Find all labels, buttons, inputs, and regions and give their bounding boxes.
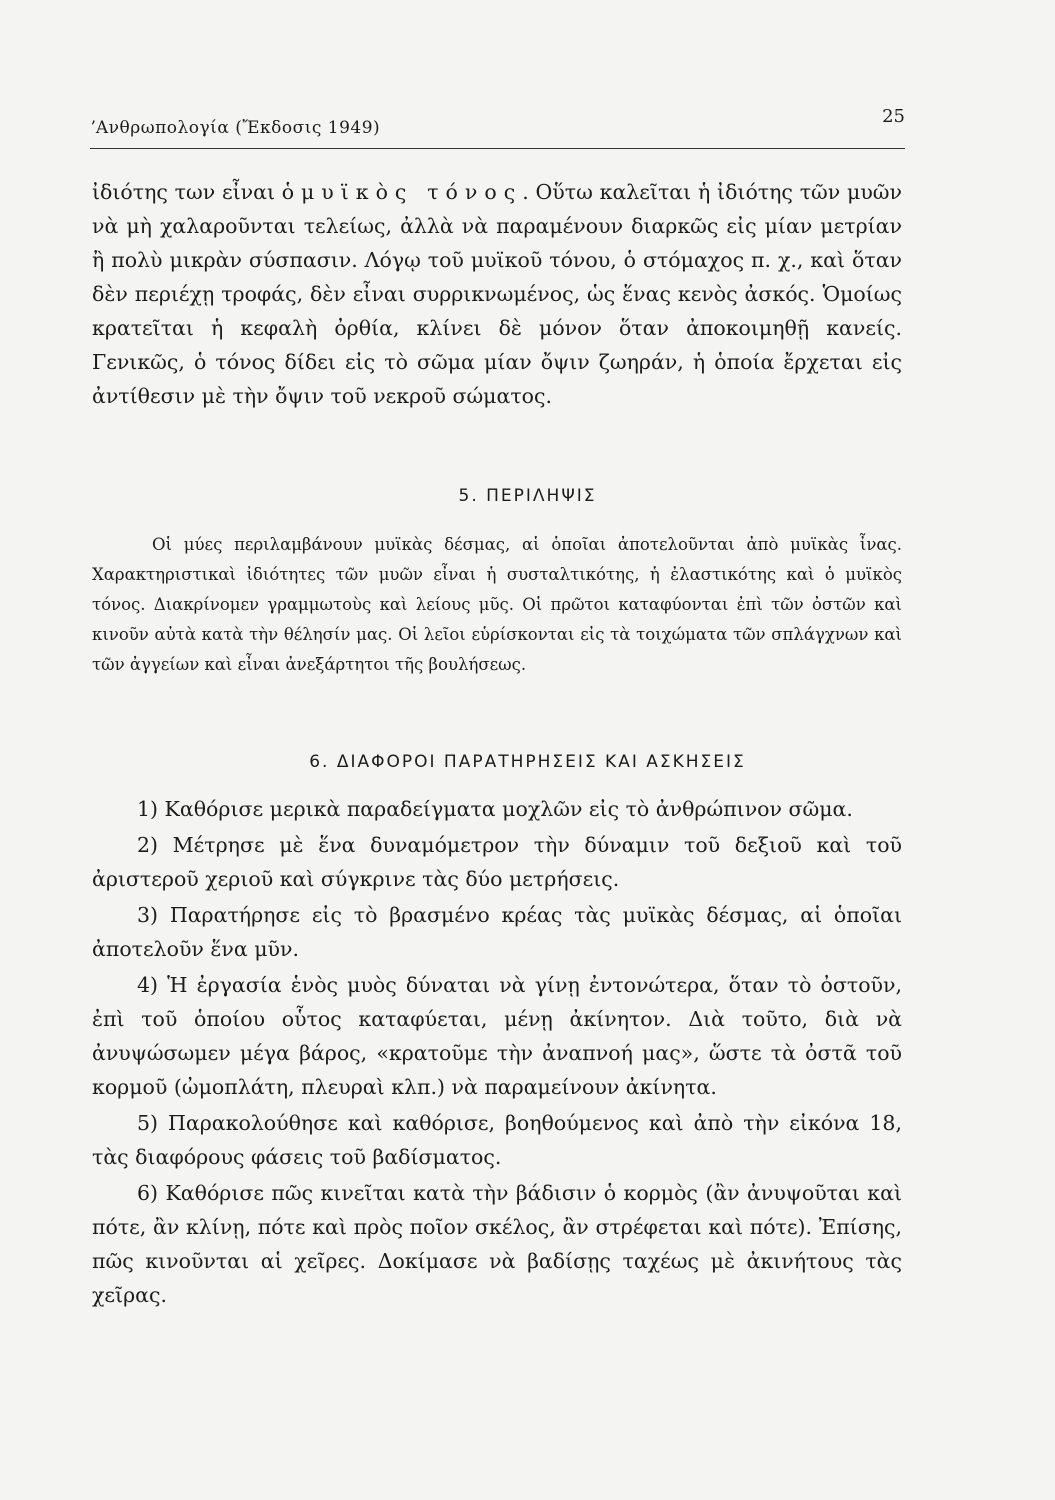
exercise-item: 2) Μέτρησε μὲ ἕνα δυναμόμετρον τὴν δύναμιν τοῦ δεξιοῦ καὶ τοῦ ἀριστεροῦ χεριοῦ καὶ σύγκρινε τὰς δύο μετρήσεις. (92, 833, 902, 891)
page-number: 25 (882, 106, 905, 127)
exercise-item: 5) Παρακολούθησε καὶ καθόρισε, βοηθούμενος καὶ ἀπὸ τὴν εἰκόνα 18, τὰς διαφόρους φάσεις τοῦ βαδίσματος. (92, 1111, 902, 1169)
summary-paragraph (92, 530, 902, 680)
section-5-heading: 5. ΠΕΡΙΛΗΨΙΣ (458, 486, 597, 506)
exercise-item: 4) Ἡ ἐργασία ἑνὸς μυὸς δύναται νὰ γίνῃ ἐντονώτερα, ὅταν τὸ ὀστοῦν, ἐπὶ τοῦ ὁποίου οὗτος καταφύεται, μένῃ ἀκίνητον. Διὰ τοῦτο, διὰ νὰ ἀνυψώσωμεν μέγα βάρος, «κρατοῦμε τὴν ἀναπνοή μας», ὥστε τὰ ὀστᾶ τοῦ κορμοῦ (ὠμοπλάτη, πλευραὶ κλπ.) νὰ παραμείνουν ἀκίνητα. (92, 973, 902, 1099)
intro-paragraph (92, 175, 902, 413)
exercise-item: 1) Καθόρισε μερικὰ παραδείγματα μοχλῶν εἰς τὸ ἀνθρώπινον σῶμα. (137, 797, 853, 821)
exercise-item: 6) Καθόρισε πῶς κινεῖται κατὰ τὴν βάδισιν ὁ κορμὸς (ἂν ἀνυψοῦται καὶ πότε, ἂν κλίνῃ, πότε καὶ πρὸς ποῖον σκέλος, ἂν στρέφεται καὶ πότε). Ἐπίσης, πῶς κινοῦνται αἱ χεῖρες. Δοκίμασε νὰ βαδίσῃς ταχέως μὲ ἀκινήτους τὰς χεῖρας. (92, 1181, 902, 1307)
exercise-item: 3) Παρατήρησε εἰς τὸ βρασμένο κρέας τὰς μυϊκὰς δέσμας, αἱ ὁποῖαι ἀποτελοῦν ἕνα μῦν. (92, 903, 902, 961)
header-rule (90, 148, 905, 149)
intro-text-after: . Οὕτω καλεῖται ἡ ἰδιότης τῶν μυῶν νὰ μὴ χαλαροῦνται τελείως, ἀλλὰ νὰ παραμένουν διαρκῶς εἰς μίαν μετρίαν ἢ πολὺ μικρὰν σύσπασιν. Λόγῳ τοῦ μυϊκοῦ τόνου, ὁ στόμαχος π. χ., καὶ ὅταν δὲν περιέχῃ τροφάς, δὲν εἶναι συρρικνωμένος, ὡς ἕνας κενὸς ἀσκός. Ὁμοίως κρατεῖται ἡ κεφαλὴ ὀρθία, κλίνει δὲ μόνον ὅταν ἀποκοιμηθῇ κανείς. Γενικῶς, ὁ τόνος δίδει εἰς τὸ σῶμα μίαν ὄψιν ζωηράν, ἡ ὁποία ἔρχεται εἰς ἀντίθεσιν μὲ τὴν ὄψιν τοῦ νεκροῦ σώματος. (92, 180, 902, 408)
summary-text: Οἱ μύες περιλαμβάνουν μυϊκὰς δέσμας, αἱ ὁποῖαι ἀποτελοῦνται ἀπὸ μυϊκὰς ἶνας. Χαρακτηριστικαὶ ἰδιότητες τῶν μυῶν εἶναι ἡ συσταλτικότης, ἡ ἐλαστικότης καὶ ὁ μυϊκὸς τόνος. Διακρίνομεν γραμμωτοὺς καὶ λείους μῦς. Οἱ πρῶτοι καταφύονται ἐπὶ τῶν ὀστῶν καὶ κινοῦν αὐτὰ κατὰ τὴν θέλησίν μας. Οἱ λεῖοι εὑρίσκονται εἰς τὰ τοιχώματα τῶν σπλάγχνων καὶ τῶν ἀγγείων καὶ εἶναι ἀνεξάρτητοι τῆς βουλήσεως. (92, 535, 902, 674)
exercise-list (92, 792, 902, 1314)
intro-text-before: ἰδιότης των εἶναι ὁ (92, 180, 295, 204)
spaced-term: μυϊκὸς τόνος (300, 180, 523, 204)
section-6-heading: 6. ΔΙΑΦΟΡΟΙ ΠΑΡΑΤΗΡΗΣΕΙΣ ΚΑΙ ΑΣΚΗΣΕΙΣ (309, 752, 746, 772)
running-title: ʼΑνθρωπολογία (Ἔκδοσις 1949) (90, 118, 381, 138)
